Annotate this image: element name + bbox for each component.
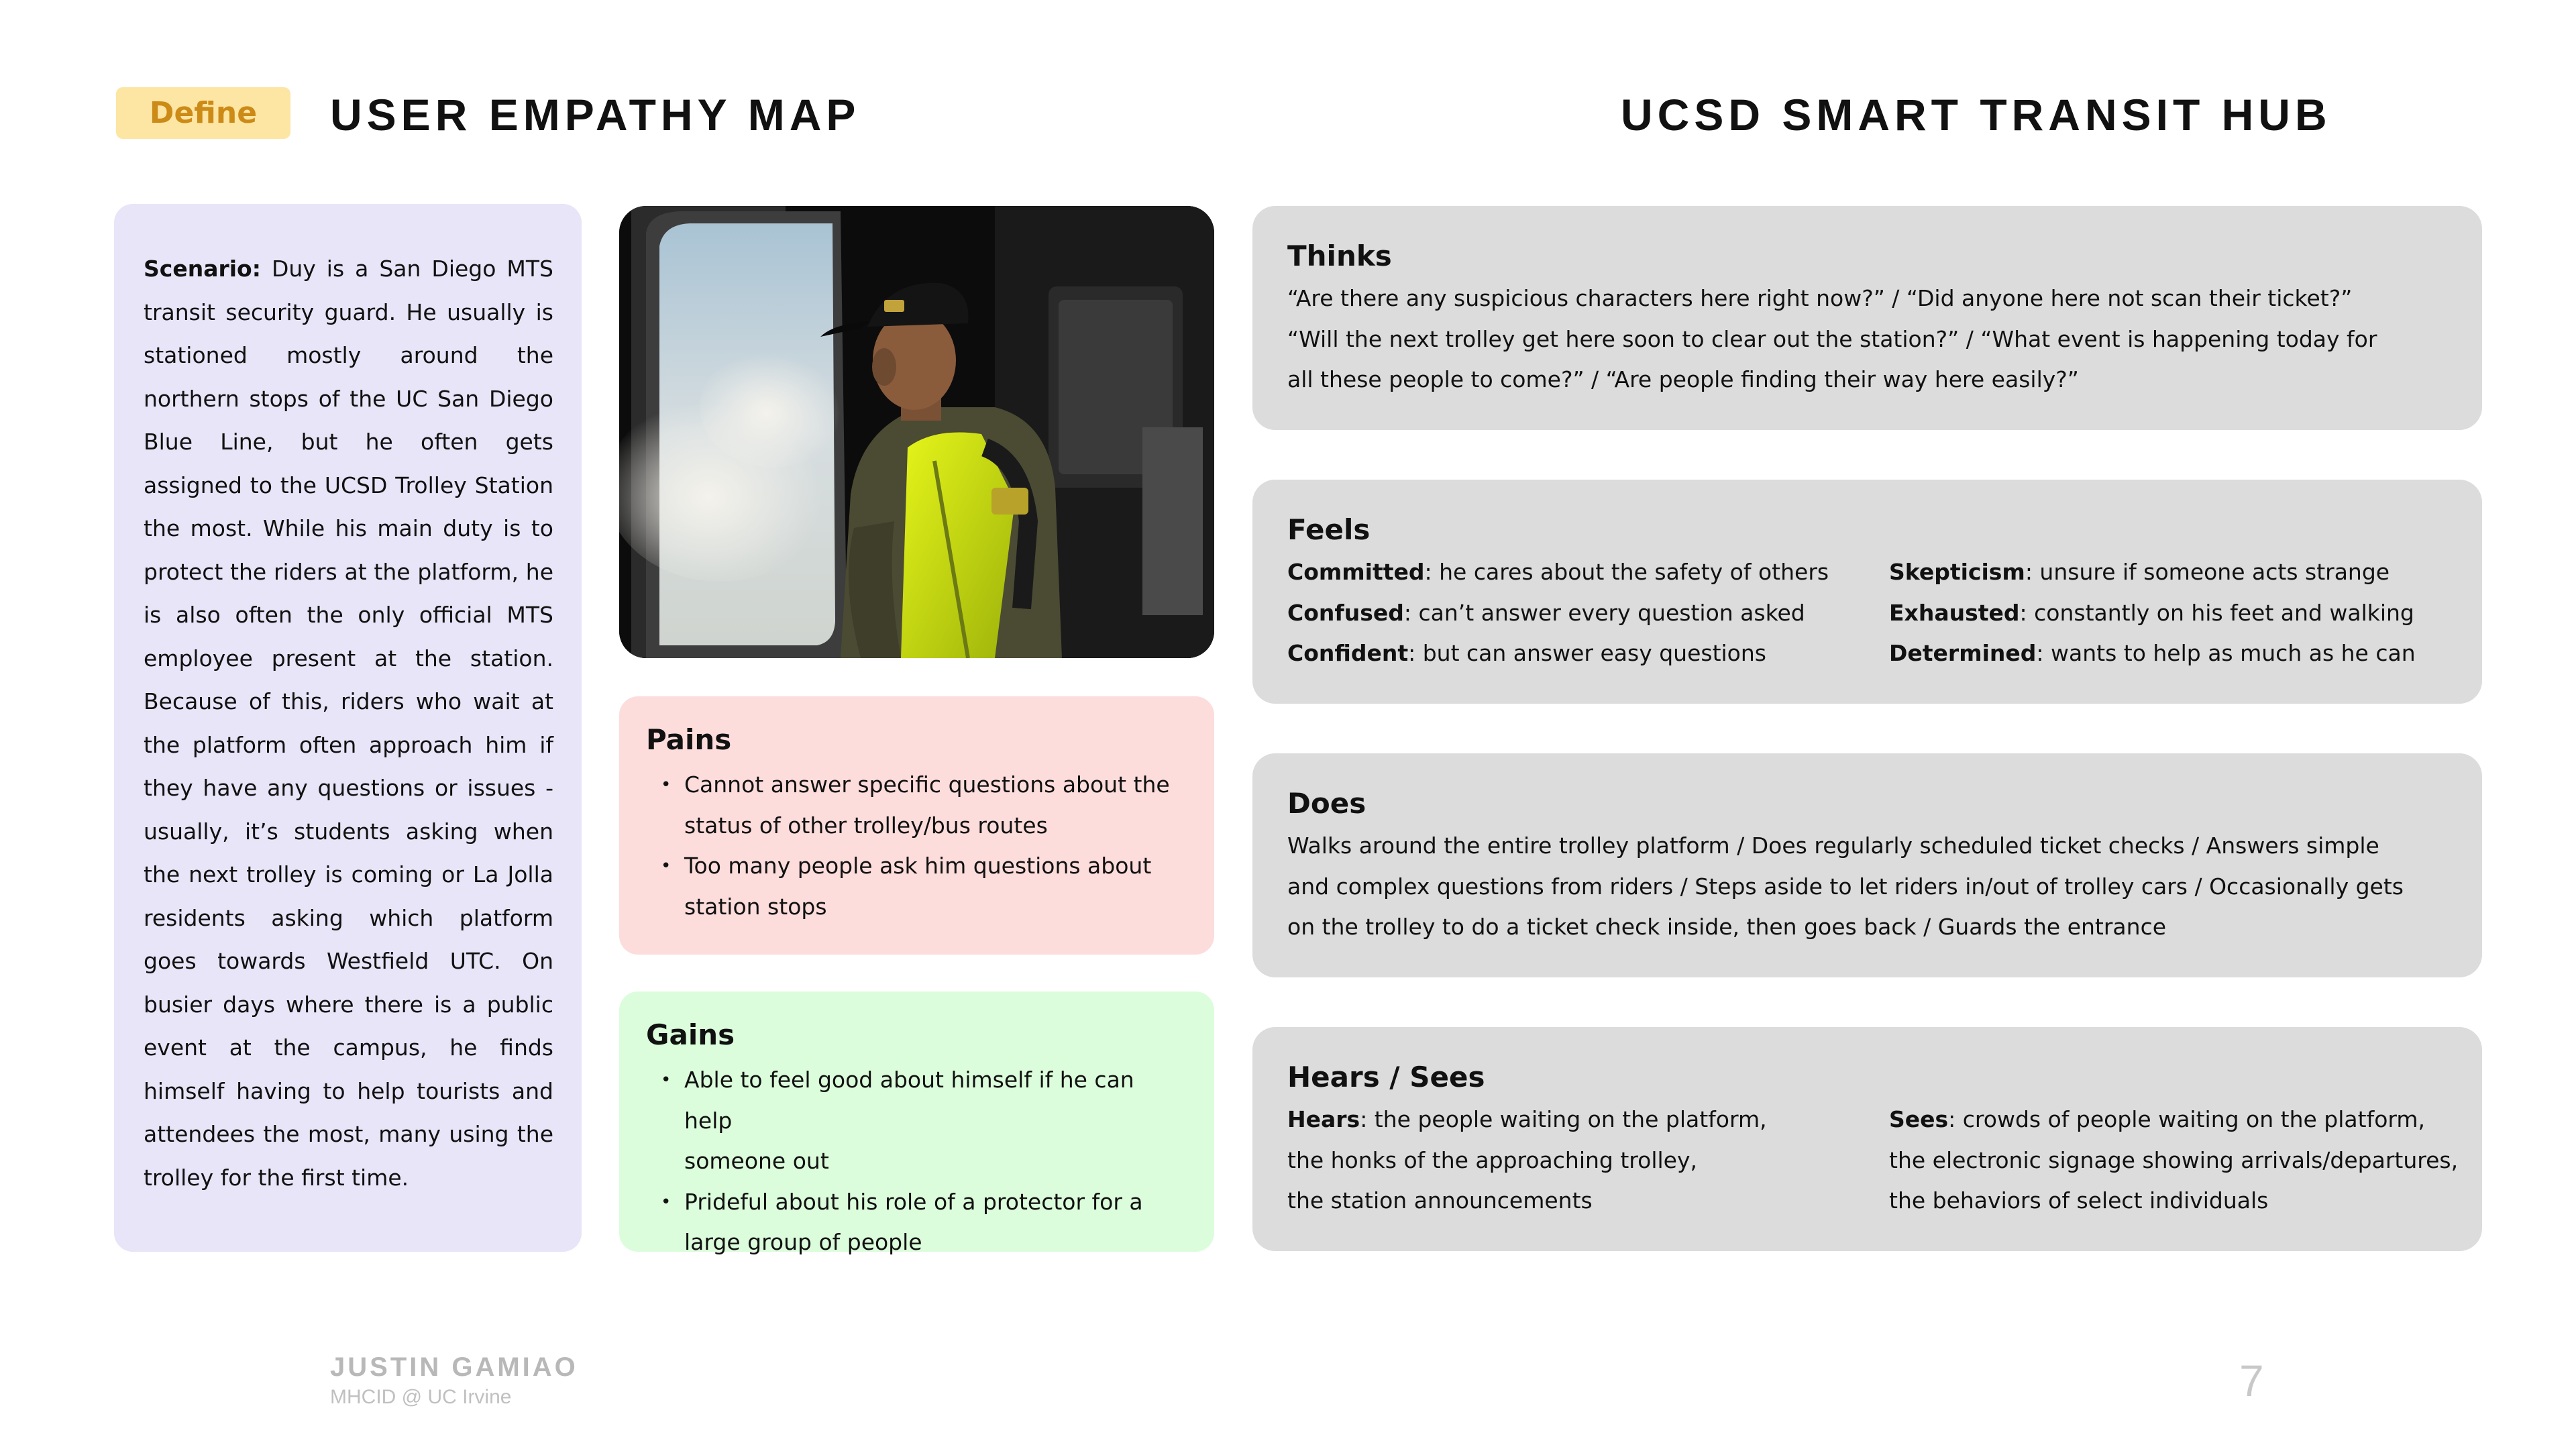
- list-item-text: Too many people ask him questions about: [684, 853, 1152, 879]
- page-title: USER EMPATHY MAP: [330, 90, 861, 140]
- feeling-item: [1287, 552, 1889, 593]
- list-item-continuation: [646, 806, 1187, 847]
- hears-sees-card: [1252, 1027, 2482, 1251]
- thinks-title: Thinks: [1287, 239, 1392, 272]
- list-item-text: Prideful about his role of a protector for a: [684, 1188, 1143, 1215]
- feeling-item: [1287, 633, 1889, 674]
- list-item: [646, 1060, 1187, 1141]
- pains-list: [646, 765, 1187, 927]
- list-item-continuation: [646, 887, 1187, 928]
- sees-line: the electronic signage showing arrivals/departures,: [1889, 1146, 2459, 1173]
- feeling-label: Confused: [1287, 599, 1404, 626]
- scenario-text: Duy is a San Diego MTS transit security guard. He usually is stationed mostly around the northern stops of the UC San Diego Blue Line, but he often gets assigned to the UCSD Trolley Station the most. While his main duty is to protect the riders at the platform, he is also often the only official MTS employee present at the station. Because of this, riders who wait at the platform often approach him if they have any questions or issues - usually, it’s students asking when the next trolley is coming or La Jolla residents asking which platform goes towards Westfield UTC. On busier days where there is a public event at the campus, he finds himself having to help tourists and attendees the most, many using the trolley for the first time.: [144, 256, 553, 1191]
- scenario-label: Scenario:: [144, 256, 261, 282]
- list-item: [646, 846, 1187, 887]
- photo-illustration: [619, 206, 1214, 658]
- sees-line: [1889, 1099, 2479, 1140]
- feeling-text: : can’t answer every question asked: [1403, 599, 1805, 626]
- feeling-item: [1889, 552, 2479, 593]
- hears-line: the station announcements: [1287, 1187, 1593, 1214]
- feeling-label: Skepticism: [1889, 559, 2025, 586]
- pains-title: Pains: [646, 723, 732, 756]
- feeling-item: [1287, 593, 1889, 634]
- hears-label: Hears: [1287, 1106, 1360, 1133]
- feels-left-column: [1287, 552, 1889, 674]
- does-line: on the trolley to do a ticket check inside, then goes back / Guards the entrance: [1287, 914, 2167, 941]
- feeling-label: Determined: [1889, 640, 2037, 667]
- list-item-continuation: [646, 1222, 1187, 1263]
- does-text: [1287, 826, 2447, 948]
- list-item-continuation: [646, 1141, 1187, 1182]
- feeling-text: : he cares about the safety of others: [1424, 559, 1829, 586]
- feels-columns: [1287, 552, 2447, 674]
- bullet-icon: •: [661, 775, 672, 796]
- feeling-label: Exhausted: [1889, 599, 2020, 626]
- does-card: [1252, 753, 2482, 977]
- feeling-item: [1889, 593, 2479, 634]
- sees-column: [1889, 1099, 2479, 1222]
- feels-card: [1252, 480, 2482, 704]
- feels-title: Feels: [1287, 513, 1371, 546]
- bullet-icon: •: [661, 1191, 672, 1212]
- does-line: and complex questions from riders / Steps aside to let riders in/out of trolley cars / Occasionally gets: [1287, 873, 2404, 900]
- feeling-label: Confident: [1287, 640, 1409, 667]
- list-item-text: someone out: [684, 1148, 829, 1175]
- sees-line: the behaviors of select individuals: [1889, 1187, 2269, 1214]
- gains-list: [646, 1060, 1187, 1263]
- thinks-line: “Are there any suspicious characters here right now?” / “Did anyone here not scan their ticket?”: [1287, 285, 2353, 312]
- list-item: [646, 765, 1187, 806]
- list-item-text: Cannot answer specific questions about the: [684, 771, 1170, 798]
- feeling-text: : wants to help as much as he can: [2036, 640, 2416, 667]
- hears-line: [1287, 1099, 1889, 1140]
- list-item-text: status of other trolley/bus routes: [684, 812, 1048, 839]
- author-program: MHCID @ UC Irvine: [330, 1386, 512, 1408]
- thinks-text: [1287, 278, 2447, 400]
- gains-title: Gains: [646, 1018, 735, 1051]
- hears-sees-title: Hears / Sees: [1287, 1061, 1485, 1093]
- page-number: 7: [2239, 1356, 2264, 1405]
- does-title: Does: [1287, 787, 1366, 820]
- thinks-line: “Will the next trolley get here soon to clear out the station?” / “What event is happening today for: [1287, 325, 2377, 352]
- does-line: Walks around the entire trolley platform / Does regularly scheduled ticket checks / Answers simple: [1287, 833, 2379, 859]
- scenario-card: [114, 204, 582, 1252]
- project-title: UCSD SMART TRANSIT HUB: [1621, 90, 2332, 140]
- feeling-text: : unsure if someone acts strange: [2025, 559, 2390, 586]
- thinks-line: all these people to come?” / “Are people finding their way here easily?”: [1287, 366, 2079, 393]
- author-name: JUSTIN GAMIAO: [330, 1352, 578, 1382]
- hears-sees-columns: [1287, 1099, 2459, 1222]
- sees-label: Sees: [1889, 1106, 1949, 1133]
- hears-line: the honks of the approaching trolley,: [1287, 1146, 1697, 1173]
- feeling-label: Committed: [1287, 559, 1425, 586]
- thinks-card: [1252, 206, 2482, 430]
- list-item: [646, 1182, 1187, 1223]
- scenario-paragraph: [144, 248, 553, 1199]
- define-badge: Define: [116, 87, 290, 139]
- list-item-text: large group of people: [684, 1229, 922, 1256]
- pains-card: [619, 696, 1214, 955]
- feeling-item: [1889, 633, 2479, 674]
- gains-card: [619, 991, 1214, 1256]
- list-item-text: Able to feel good about himself if he can help: [684, 1067, 1134, 1134]
- list-item-text: station stops: [684, 893, 827, 920]
- security-guard-photo: [619, 206, 1214, 658]
- bullet-icon: •: [661, 856, 672, 877]
- hears-column: [1287, 1099, 1889, 1222]
- feeling-text: : constantly on his feet and walking: [2019, 599, 2414, 626]
- hears-text: : the people waiting on the platform,: [1360, 1106, 1767, 1133]
- bullet-icon: •: [661, 1070, 672, 1091]
- feeling-text: : but can answer easy questions: [1408, 640, 1766, 667]
- feels-right-column: [1889, 552, 2479, 674]
- sees-text: : crowds of people waiting on the platform,: [1948, 1106, 2426, 1133]
